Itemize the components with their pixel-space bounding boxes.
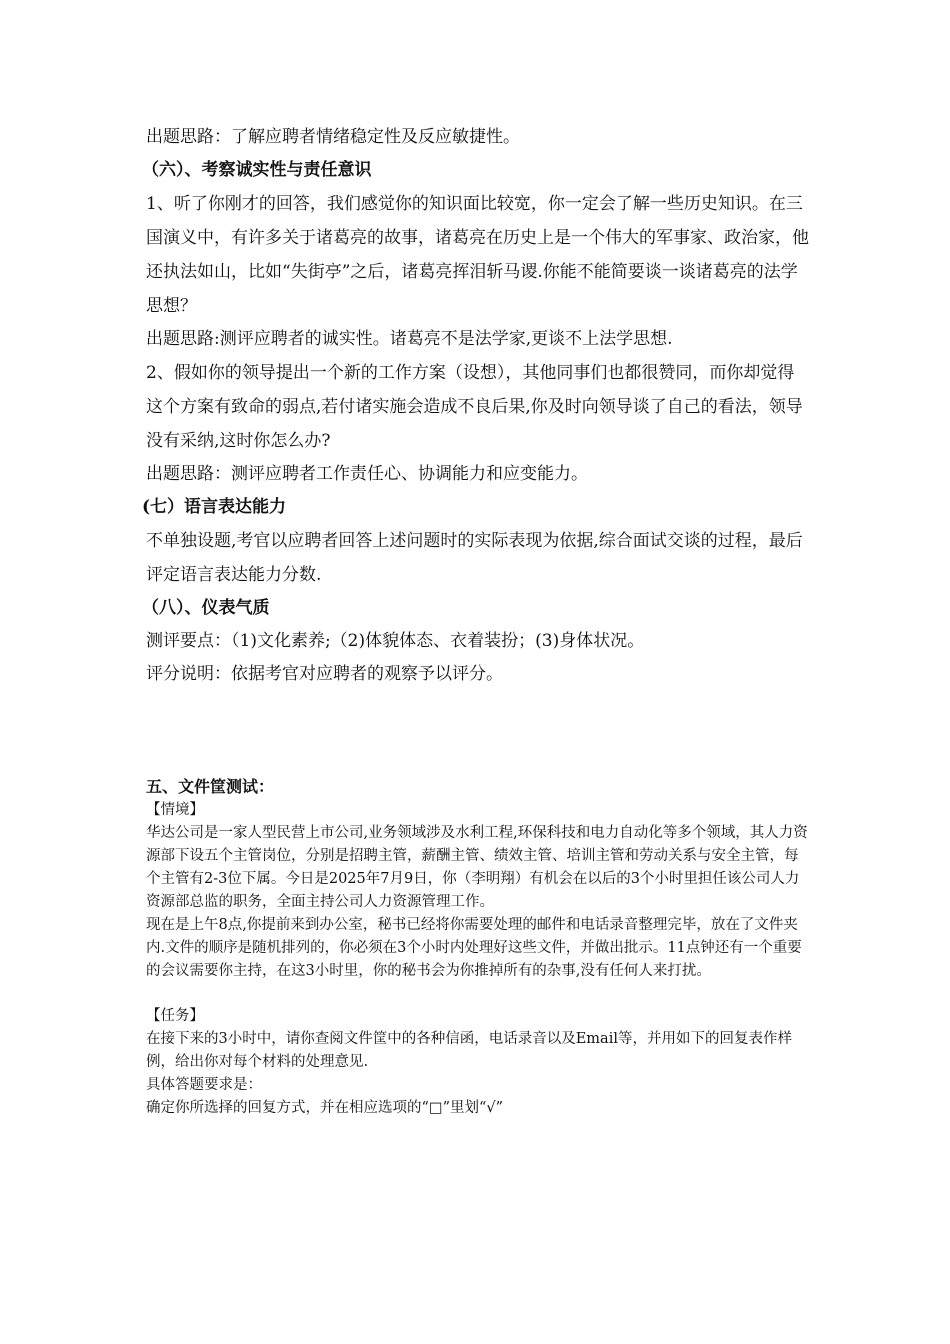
situation-paragraph-2: 现在是上午8点,你提前来到办公室，秘书已经将你需要处理的邮件和电话录音整理完毕，放在了文件夹内.文件的顺序是随机排列的，你必须在3个小时内处理好这些文件，并做出批示。11点钟还有一个重要的会议需要你主持，在这3小时里，你的秘书会为你推掉所有的杂事,没有任何人来打扰。 [146,917,802,979]
section-8-scoring: 评分说明：依据考官对应聘者的观察予以评分。 [146,664,503,684]
thinking-note-q2: 出题思路：测评应聘者工作责任心、协调能力和应变能力。 [146,464,588,484]
situation-label: 【情境】 [146,802,204,818]
question-2: 2、假如你的领导提出一个新的工作方案（设想），其他同事们也都很赞同，而你却觉得这个方案有致命的弱点,若付诸实施会造成不良后果,你及时向领导谈了自己的看法，领导没有采纳,这时你怎么办? [146,363,803,451]
situation-paragraph-1: 华达公司是一家人型民营上市公司,业务领域涉及水利工程,环保科技和电力自动化等多个领域，其人力资源部下设五个主管岗位，分别是招聘主管，薪酬主管、绩效主管、培训主管和劳动关系与安全主管，每个主管有2-3位下属。今日是2025年7月9日，你（李明翔）有机会在以后的3个小时里担任该公司人力资源部总监的职务，全面主持公司人力资源管理工作。 [146,825,808,910]
task-paragraph-2: 具体答题要求是： [146,1077,262,1093]
task-paragraph-1: 在接下来的3小时中，请你查阅文件筐中的各种信函，电话录音以及Email等，并用如下的回复表作样例，给出你对每个材料的处理意见. [146,1031,792,1070]
heading-section-7: (七）语言表达能力 [142,497,287,517]
question-1: 1、听了你刚才的回答，我们感觉你的知识面比较宽，你一定会了解一些历史知识。在三国演义中，有许多关于诸葛亮的故事，诸葛亮在历史上是一个伟大的军事家、政治家，他还执法如山，比如“失街亭”之后，诸葛亮挥泪斩马谡.你能不能简要谈一谈诸葛亮的法学思想？ [146,194,809,316]
section-in-basket-test [146,775,810,1120]
task-label: 【任务】 [146,1008,204,1024]
section-8-points: 测评要点：（1)文化素养;（2)体貌体态、衣着装扮；(3)身体状况。 [146,631,645,651]
section-7-text: 不单独设题,考官以应聘者回答上述问题时的实际表现为依据,综合面试交谈的过程，最后评定语言表达能力分数. [146,531,803,585]
task-paragraph-3: 确定你所选择的回复方式，并在相应选项的“□”里划“√” [146,1100,504,1116]
spacer [146,983,810,1005]
heading-section-8: （八）、仪表气质 [142,598,270,618]
thinking-note-q1: 出题思路:测评应聘者的诚实性。诸葛亮不是法学家,更谈不上法学思想. [146,329,673,349]
heading-section-5: 五、文件筐测试： [146,777,275,796]
section-interview-questions [142,121,810,691]
thinking-note-1: 出题思路：了解应聘者情绪稳定性及反应敏捷性。 [146,127,520,147]
heading-section-6: （六）、考察诚实性与责任意识 [142,160,372,180]
